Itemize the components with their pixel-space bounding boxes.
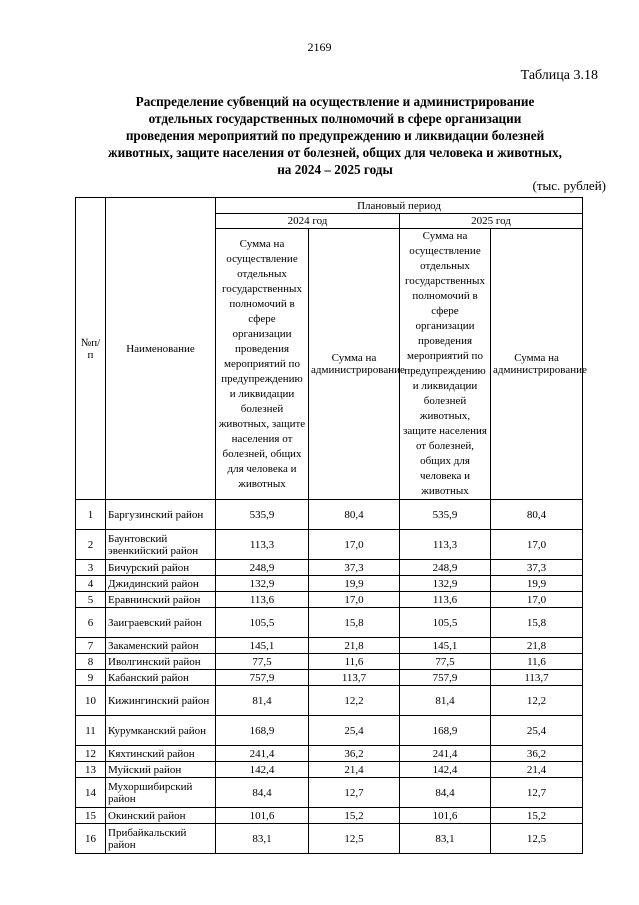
- table-title: [70, 93, 600, 178]
- admin-2025: 15,8: [491, 608, 583, 638]
- subvention-2024: 241,4: [216, 746, 309, 762]
- admin-2024: 15,2: [309, 808, 400, 824]
- subvention-2024: 168,9: [216, 716, 309, 746]
- row-number: 16: [76, 824, 106, 854]
- table-row: [76, 746, 583, 762]
- admin-2025: 17,0: [491, 530, 583, 560]
- subvention-2024: 132,9: [216, 576, 309, 592]
- subvention-2024: 113,3: [216, 530, 309, 560]
- subvention-2025: 132,9: [400, 576, 491, 592]
- subvention-2024: 113,6: [216, 592, 309, 608]
- row-number: 2: [76, 530, 106, 560]
- table-row: [76, 530, 583, 560]
- row-name: Кабанский район: [106, 670, 216, 686]
- row-number: 11: [76, 716, 106, 746]
- admin-2025: 11,6: [491, 654, 583, 670]
- admin-2024: 37,3: [309, 560, 400, 576]
- admin-2024: 15,8: [309, 608, 400, 638]
- row-number: 6: [76, 608, 106, 638]
- table-row: [76, 654, 583, 670]
- subvention-2025: 142,4: [400, 762, 491, 778]
- row-name: Мухоршибирский район: [106, 778, 216, 808]
- admin-2024: 36,2: [309, 746, 400, 762]
- admin-2024: 12,7: [309, 778, 400, 808]
- subvention-2024: 84,4: [216, 778, 309, 808]
- admin-2025: 15,2: [491, 808, 583, 824]
- admin-2024: 11,6: [309, 654, 400, 670]
- row-name: Иволгинский район: [106, 654, 216, 670]
- units-note: (тыс. рублей): [532, 178, 606, 193]
- subvention-2024: 248,9: [216, 560, 309, 576]
- table-row: [76, 576, 583, 592]
- subvention-2024: 142,4: [216, 762, 309, 778]
- table-row: [76, 716, 583, 746]
- header-admin-2024: Сумма на администрирование: [309, 229, 400, 500]
- header-subvention-2024: Сумма на осуществление отдельных государственных полномочий в сфере организации проведения мероприятий по предупреждению и ликвидации болезней животных, защите населения от болезней, общих для человека и животных: [216, 229, 309, 500]
- admin-2025: 19,9: [491, 576, 583, 592]
- admin-2025: 113,7: [491, 670, 583, 686]
- admin-2025: 80,4: [491, 500, 583, 530]
- subvention-2024: 535,9: [216, 500, 309, 530]
- admin-2024: 12,2: [309, 686, 400, 716]
- title-line: отдельных государственных полномочий в сфере организации: [148, 111, 522, 126]
- subvention-2024: 77,5: [216, 654, 309, 670]
- table-row: [76, 686, 583, 716]
- admin-2025: 17,0: [491, 592, 583, 608]
- row-number: 8: [76, 654, 106, 670]
- row-name: Кижингинский район: [106, 686, 216, 716]
- admin-2024: 17,0: [309, 592, 400, 608]
- row-name: Кяхтинский район: [106, 746, 216, 762]
- table-row: [76, 824, 583, 854]
- subvention-2024: 101,6: [216, 808, 309, 824]
- table-row: [76, 808, 583, 824]
- subvention-2024: 83,1: [216, 824, 309, 854]
- subvention-2025: 113,6: [400, 592, 491, 608]
- admin-2025: 12,7: [491, 778, 583, 808]
- table-row: [76, 638, 583, 654]
- subvention-2025: 757,9: [400, 670, 491, 686]
- title-line: на 2024 – 2025 годы: [277, 162, 393, 177]
- row-number: 15: [76, 808, 106, 824]
- row-name: Муйский район: [106, 762, 216, 778]
- subvention-table: [75, 197, 587, 854]
- row-name: Еравнинский район: [106, 592, 216, 608]
- title-line: проведения мероприятий по предупреждению и ликвидации болезней: [125, 128, 545, 143]
- header-number: №п/п: [76, 198, 106, 500]
- admin-2025: 12,2: [491, 686, 583, 716]
- admin-2025: 21,4: [491, 762, 583, 778]
- subvention-2025: 241,4: [400, 746, 491, 762]
- title-line: животных, защите населения от болезней, общих для человека и животных,: [108, 145, 562, 160]
- header-planned-period: Плановый период: [216, 198, 583, 214]
- header-name: Наименование: [106, 198, 216, 500]
- row-name: Джидинский район: [106, 576, 216, 592]
- row-name: Закаменский район: [106, 638, 216, 654]
- row-number: 10: [76, 686, 106, 716]
- table-row: [76, 592, 583, 608]
- admin-2024: 17,0: [309, 530, 400, 560]
- row-number: 9: [76, 670, 106, 686]
- admin-2024: 21,8: [309, 638, 400, 654]
- subvention-2025: 145,1: [400, 638, 491, 654]
- admin-2025: 21,8: [491, 638, 583, 654]
- admin-2025: 37,3: [491, 560, 583, 576]
- header-year-2025: 2025 год: [400, 214, 583, 229]
- header-admin-2025: Сумма на администрирование: [491, 229, 583, 500]
- admin-2024: 12,5: [309, 824, 400, 854]
- admin-2024: 80,4: [309, 500, 400, 530]
- row-name: Курумканский район: [106, 716, 216, 746]
- admin-2025: 25,4: [491, 716, 583, 746]
- subvention-2025: 83,1: [400, 824, 491, 854]
- header-subvention-2025: Сумма на осуществление отдельных государственных полномочий в сфере организации проведения мероприятий по предупреждению и ликвидации болезней животных, защите населения от болезней, общих для человека и животных: [400, 229, 491, 500]
- admin-2024: 19,9: [309, 576, 400, 592]
- page-number: 2169: [307, 40, 332, 54]
- row-number: 7: [76, 638, 106, 654]
- admin-2024: 21,4: [309, 762, 400, 778]
- subvention-2024: 145,1: [216, 638, 309, 654]
- subvention-2025: 81,4: [400, 686, 491, 716]
- row-number: 13: [76, 762, 106, 778]
- subvention-2025: 101,6: [400, 808, 491, 824]
- subvention-2025: 105,5: [400, 608, 491, 638]
- row-name: Заиграевский район: [106, 608, 216, 638]
- table-row: [76, 500, 583, 530]
- row-number: 14: [76, 778, 106, 808]
- subvention-2024: 757,9: [216, 670, 309, 686]
- subvention-2025: 113,3: [400, 530, 491, 560]
- admin-2025: 12,5: [491, 824, 583, 854]
- row-name: Баргузинский район: [106, 500, 216, 530]
- subvention-2024: 81,4: [216, 686, 309, 716]
- table-row: [76, 762, 583, 778]
- subvention-2025: 168,9: [400, 716, 491, 746]
- row-number: 5: [76, 592, 106, 608]
- admin-2025: 36,2: [491, 746, 583, 762]
- header-year-2024: 2024 год: [216, 214, 400, 229]
- title-line: Распределение субвенций на осуществление и администрирование: [135, 94, 535, 109]
- table-row: [76, 778, 583, 808]
- table-row: [76, 608, 583, 638]
- row-number: 1: [76, 500, 106, 530]
- row-number: 3: [76, 560, 106, 576]
- subvention-2024: 105,5: [216, 608, 309, 638]
- table-label: Таблица 3.18: [520, 68, 598, 83]
- table-row: [76, 670, 583, 686]
- subvention-2025: 535,9: [400, 500, 491, 530]
- row-name: Бичурский район: [106, 560, 216, 576]
- row-number: 4: [76, 576, 106, 592]
- table-row: [76, 560, 583, 576]
- admin-2024: 25,4: [309, 716, 400, 746]
- admin-2024: 113,7: [309, 670, 400, 686]
- row-number: 12: [76, 746, 106, 762]
- row-name: Окинский район: [106, 808, 216, 824]
- row-name: Баунтовский эвенкийский район: [106, 530, 216, 560]
- subvention-2025: 77,5: [400, 654, 491, 670]
- subvention-2025: 84,4: [400, 778, 491, 808]
- subvention-2025: 248,9: [400, 560, 491, 576]
- row-name: Прибайкальский район: [106, 824, 216, 854]
